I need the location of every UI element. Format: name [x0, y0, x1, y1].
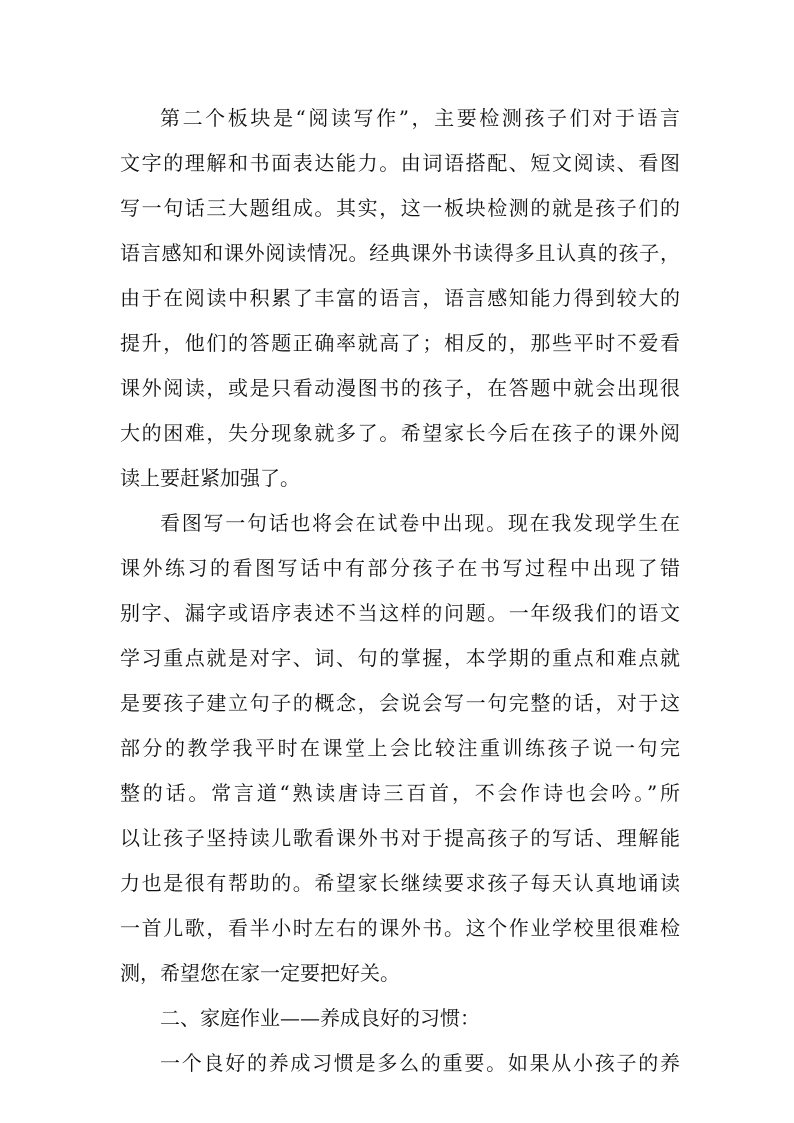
text-line: 测，希望您在家一定要把好关。	[120, 961, 400, 985]
document-body	[120, 96, 680, 1086]
text-line: 学习重点就是对字、词、句的掌握，本学期的重点和难点就	[120, 646, 680, 670]
text-line: 读上要赶紧加强了。	[120, 466, 300, 490]
text-line: 提升，他们的答题正确率就高了；相反的，那些平时不爱看	[120, 331, 680, 355]
text-line: 是要孩子建立句子的概念，会说会写一句完整的话，对于这	[120, 691, 680, 715]
section-heading-homework	[120, 996, 680, 1041]
text-line: 力也是很有帮助的。希望家长继续要求孩子每天认真地诵读	[120, 871, 680, 895]
text-line: 由于在阅读中积累了丰富的语言，语言感知能力得到较大的	[120, 286, 680, 310]
text-line: 文字的理解和书面表达能力。由词语搭配、短文阅读、看图	[120, 151, 680, 175]
text-line: 一个良好的养成习惯是多么的重要。如果从小孩子的养	[160, 1051, 680, 1075]
paragraph-habits	[120, 1041, 680, 1086]
section-heading: 二、家庭作业——养成良好的习惯：	[160, 1006, 480, 1030]
text-line: 部分的教学我平时在课堂上会比较注重训练孩子说一句完	[120, 736, 680, 760]
text-line: 第二个板块是“阅读写作”，主要检测孩子们对于语言	[160, 106, 680, 130]
paragraph-reading-writing	[120, 96, 680, 501]
text-line: 整的话。常言道“熟读唐诗三百首，不会作诗也会吟。”所	[120, 781, 680, 805]
text-line: 以让孩子坚持读儿歌看课外书对于提高孩子的写话、理解能	[120, 826, 680, 850]
paragraph-picture-writing	[120, 501, 680, 996]
text-line: 语言感知和课外阅读情况。经典课外书读得多且认真的孩子，	[120, 241, 680, 265]
text-line: 一首儿歌，看半小时左右的课外书。这个作业学校里很难检	[120, 916, 680, 940]
text-line: 写一句话三大题组成。其实，这一板块检测的就是孩子们的	[120, 196, 680, 220]
text-line: 课外阅读，或是只看动漫图书的孩子，在答题中就会出现很	[120, 376, 680, 400]
text-line: 别字、漏字或语序表述不当这样的问题。一年级我们的语文	[120, 601, 680, 625]
text-line: 大的困难，失分现象就多了。希望家长今后在孩子的课外阅	[120, 421, 680, 445]
text-line: 课外练习的看图写话中有部分孩子在书写过程中出现了错	[120, 556, 680, 580]
text-line: 看图写一句话也将会在试卷中出现。现在我发现学生在	[160, 511, 680, 535]
